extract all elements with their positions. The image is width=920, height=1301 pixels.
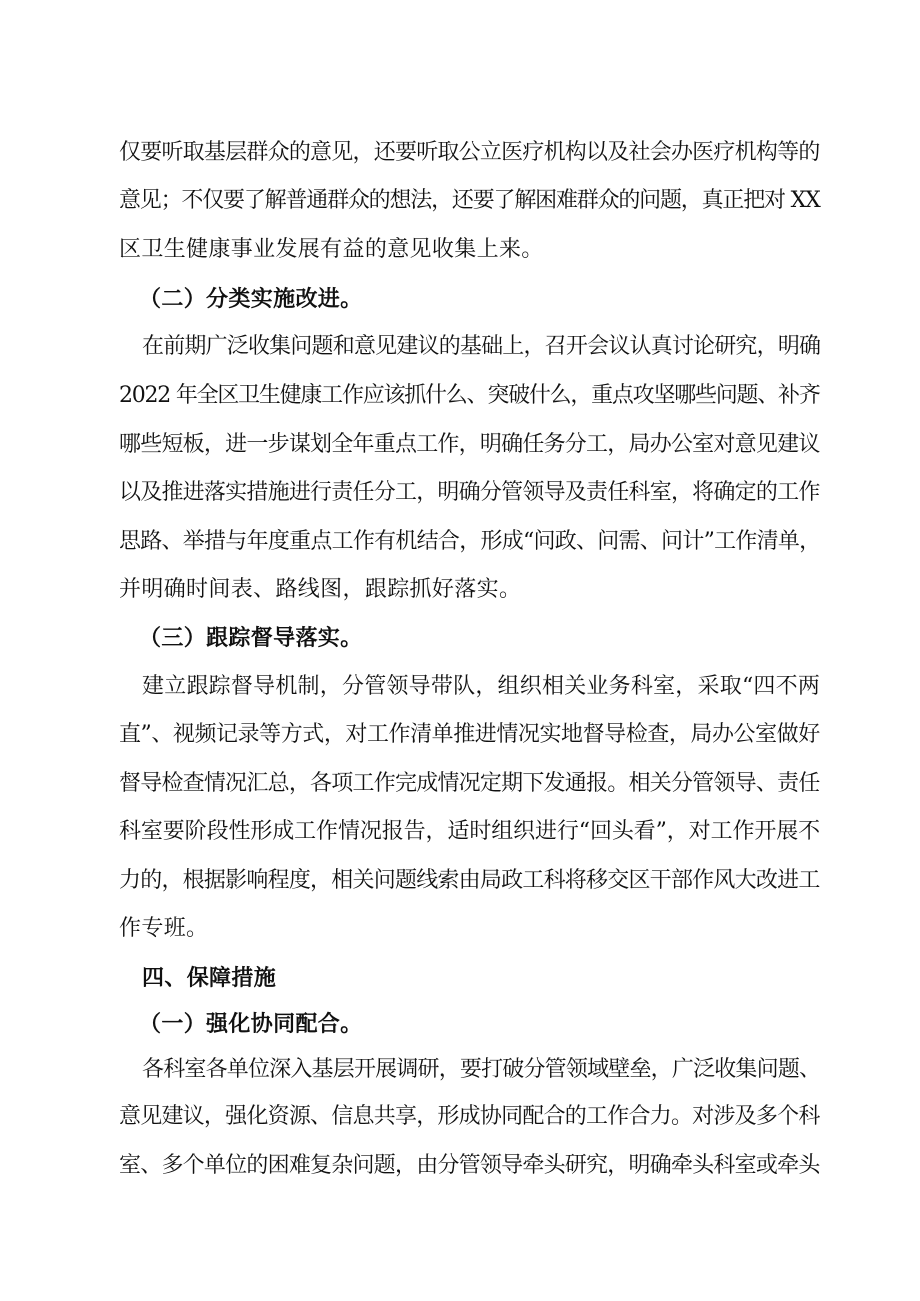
chapter-heading: 四、保障措施 <box>142 965 277 991</box>
body-text-line: 督导检查情况汇总，各项工作完成情况定期下发通报。相关分管领导、责任 <box>119 771 820 796</box>
body-text-line: 哪些短板，进一步谋划全年重点工作，明确任务分工，局办公室对意见建议 <box>119 432 820 457</box>
body-text-line: 以及推进落实措施进行责任分工，明确分管领导及责任科室，将确定的工作 <box>119 480 820 505</box>
body-text-line: 科室要阶段性形成工作情况报告，适时组织进行“回头看”，对工作开展不 <box>119 819 821 844</box>
body-text-line: 在前期广泛收集问题和意见建议的基础上，召开会议认真讨论研究，明确 <box>142 334 821 359</box>
body-text-line: 意见；不仅要了解普通群众的想法，还要了解困难群众的问题，真正把对 XX <box>119 188 820 213</box>
section-heading: （二）分类实施改进。 <box>139 286 363 312</box>
body-text-line: 2022 年全区卫生健康工作应该抓什么、突破什么，重点攻坚哪些问题、补齐 <box>119 383 820 408</box>
body-text-line: 力的，根据影响程度，相关问题线索由局政工科将移交区干部作风大改进工 <box>119 868 820 893</box>
body-text-line: 各科室各单位深入基层开展调研，要打破分管领域壁垒，广泛收集问题、 <box>142 1057 821 1082</box>
body-text-line: 并明确时间表、路线图，跟踪抓好落实。 <box>119 577 522 602</box>
body-text-line: 作专班。 <box>119 916 209 941</box>
body-text-line: 直”、视频记录等方式，对工作清单推进情况实地督导检查，局办公室做好 <box>119 722 820 747</box>
section-heading: （三）跟踪督导落实。 <box>139 625 363 651</box>
section-heading: （一）强化协同配合。 <box>139 1011 363 1037</box>
body-text-line: 区卫生健康事业发展有益的意见收集上来。 <box>119 237 544 262</box>
body-text-line: 室、多个单位的困难复杂问题，由分管领导牵头研究，明确牵头科室或牵头 <box>119 1153 820 1178</box>
body-text-line: 思路、举措与年度重点工作有机结合，形成“问政、问需、问计”工作清单， <box>119 529 821 554</box>
body-text-line: 仅要听取基层群众的意见，还要听取公立医疗机构以及社会办医疗机构等的 <box>119 140 820 165</box>
body-text-line: 意见建议，强化资源、信息共享，形成协同配合的工作合力。对涉及多个科 <box>119 1104 820 1129</box>
body-text-line: 建立跟踪督导机制，分管领导带队，组织相关业务科室，采取“四不两 <box>142 674 821 699</box>
